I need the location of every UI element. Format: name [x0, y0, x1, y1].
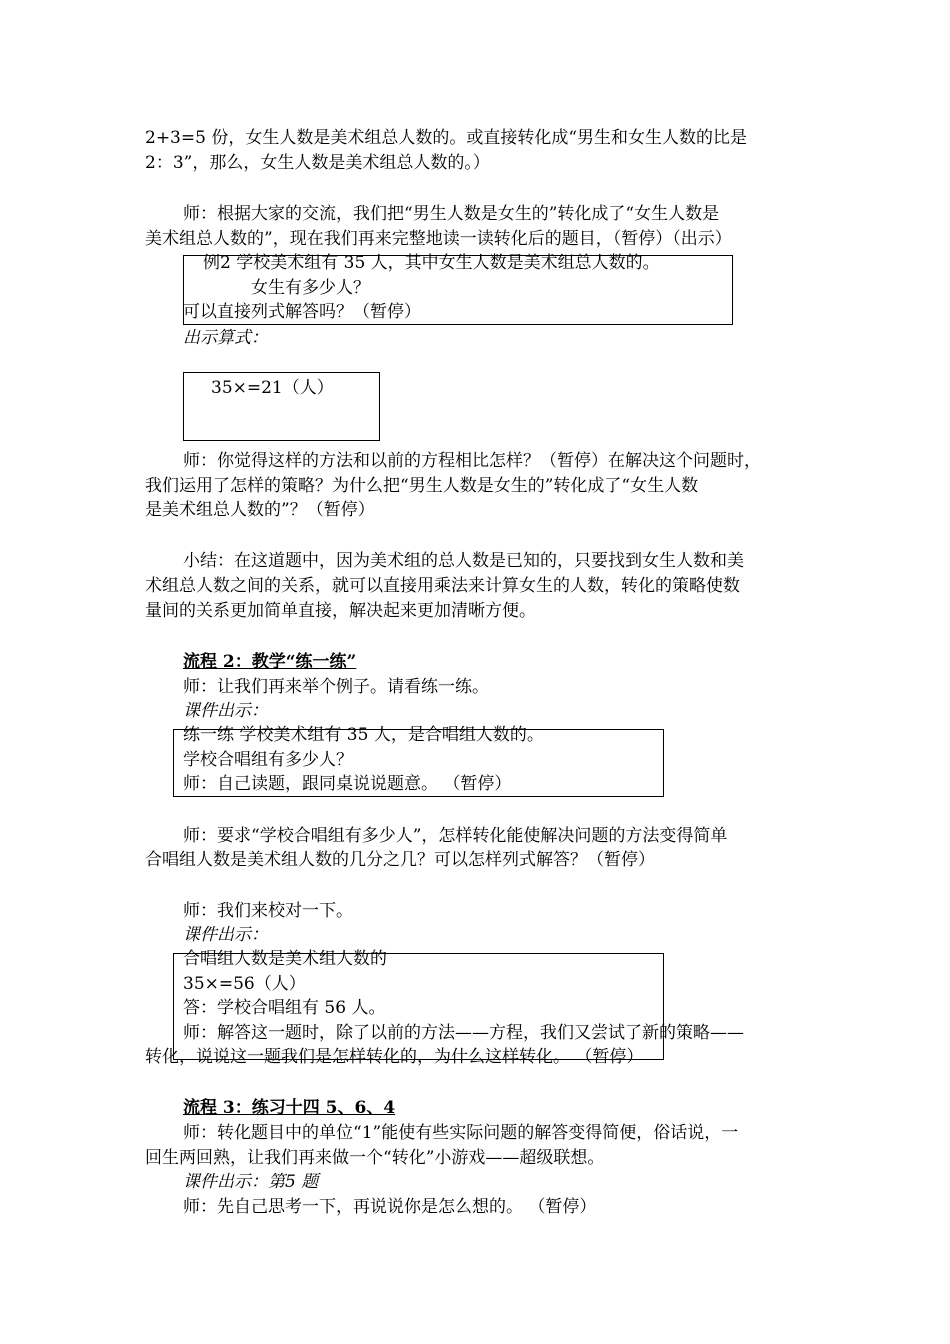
paragraph-line: 我们运用了怎样的策略？为什么把“男生人数是女生的”转化成了“女生人数 [145, 476, 699, 496]
courseware-caption: 课件出示： [183, 701, 268, 721]
section-heading-2: 流程 2：教学“练一练” [183, 652, 357, 672]
section-heading-3: 流程 3：练习十四 5、6、4 [183, 1098, 396, 1118]
summary-line: 术组总人数之间的关系，就可以直接用乘法来计算女生的人数，转化的策略使数 [145, 576, 740, 596]
paragraph-line: 师：我们来校对一下。 [183, 901, 353, 921]
paragraph-line: 转化，说说这一题我们是怎样转化的，为什么这样转化。 （暂停） [145, 1047, 644, 1067]
practice-question: 学校合唱组有多少人？ [183, 750, 353, 770]
courseware-caption: 课件出示： [183, 925, 268, 945]
answer-text: 合唱组人数是美术组人数的 [183, 949, 387, 969]
answer-result: 答：学校合唱组有 56 人。 [183, 998, 386, 1018]
paragraph-line: 是美术组总人数的”？（暂停） [145, 500, 375, 520]
paragraph-line: 美术组总人数的”，现在我们再来完整地读一读转化后的题目，（暂停）（出示） [145, 229, 732, 249]
paragraph-line: 师：要求“学校合唱组有多少人”，怎样转化能使解决问题的方法变得简单 [183, 826, 728, 846]
courseware-caption: 课件出示：第5 题 [183, 1172, 319, 1192]
paragraph-line: 2：3”，那么，女生人数是美术组总人数的。） [145, 153, 490, 173]
example-2-text: 例2 学校美术组有 35 人，其中女生人数是美术组总人数的。 [203, 253, 660, 273]
summary-line: 量间的关系更加简单直接，解决起来更加清晰方便。 [145, 601, 536, 621]
paragraph-line: 师：解答这一题时，除了以前的方法——方程，我们又尝试了新的策略—— [183, 1023, 744, 1043]
paragraph-line: 2+3=5 份，女生人数是美术组总人数的。或直接转化成“男生和女生人数的比是 [145, 128, 748, 148]
paragraph-line: 师：你觉得这样的方法和以前的方程相比怎样？（暂停）在解决这个问题时， [183, 451, 761, 471]
paragraph-line: 师：根据大家的交流，我们把“男生人数是女生的”转化成了“女生人数是 [183, 204, 720, 224]
answer-formula: 35×=56（人） [183, 974, 306, 994]
practice-prompt: 师：自己读题，跟同桌说说题意。 （暂停） [183, 774, 512, 794]
paragraph-line: 师：让我们再来举个例子。请看练一练。 [183, 677, 489, 697]
example-2-prompt: 可以直接列式解答吗？（暂停） [183, 302, 421, 322]
formula-1: 35×=21（人） [211, 378, 334, 398]
example-2-question: 女生有多少人？ [251, 278, 370, 298]
paragraph-line: 师：先自己思考一下，再说说你是怎么想的。 （暂停） [183, 1197, 597, 1217]
paragraph-line: 师：转化题目中的单位“1”能使有些实际问题的解答变得简便，俗话说，一 [183, 1123, 739, 1143]
paragraph-line: 合唱组人数是美术组人数的几分之几？可以怎样列式解答？（暂停） [145, 850, 655, 870]
practice-text: 练一练 学校美术组有 35 人，是合唱组人数的。 [183, 725, 544, 745]
formula-caption: 出示算式： [183, 328, 268, 348]
summary-line: 小结：在这道题中，因为美术组的总人数是已知的，只要找到女生人数和美 [183, 551, 744, 571]
paragraph-line: 回生两回熟，让我们再来做一个“转化”小游戏——超级联想。 [145, 1148, 605, 1168]
